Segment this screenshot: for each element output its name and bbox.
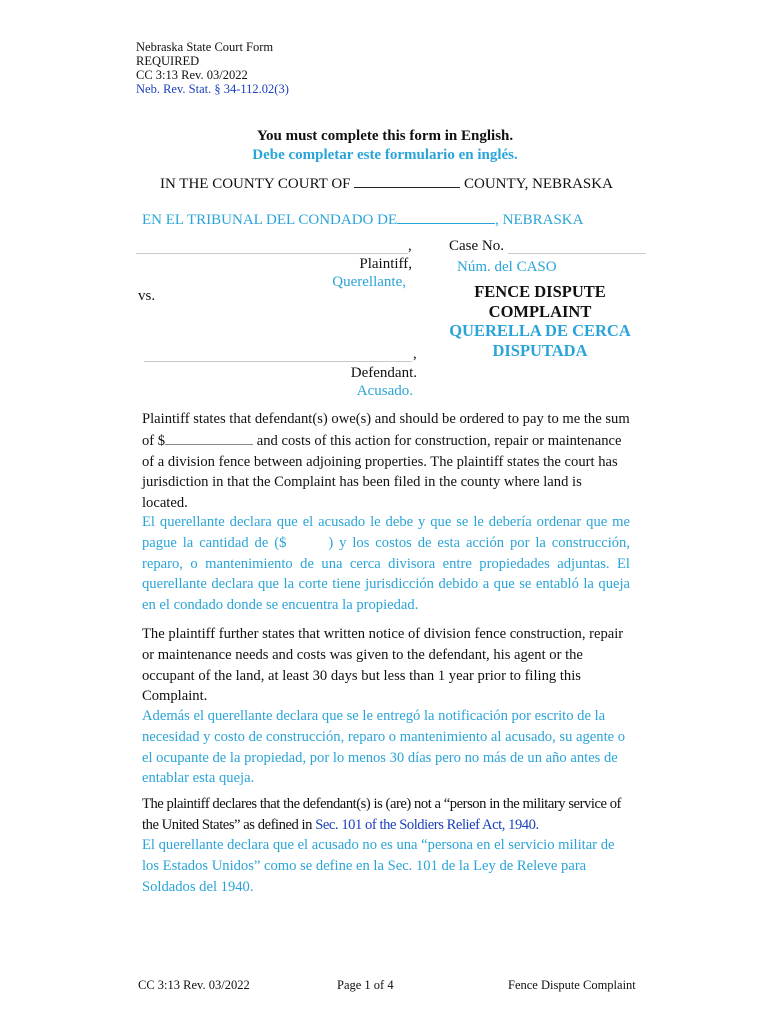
plaintiff-label-es: Querellante, bbox=[332, 274, 406, 290]
court-prefix-es: EN EL TRIBUNAL DEL CONDADO DE bbox=[142, 212, 398, 228]
court-suffix-en: COUNTY, NEBRASKA bbox=[464, 176, 613, 192]
court-prefix-en: IN THE COUNTY COURT OF bbox=[160, 176, 351, 192]
defendant-name-field[interactable] bbox=[144, 361, 412, 362]
form-title-en-1: FENCE DISPUTE bbox=[474, 282, 606, 301]
form-header-required: REQUIRED bbox=[136, 54, 200, 68]
court-suffix-es: , NEBRASKA bbox=[495, 212, 584, 228]
footer-revision: CC 3:13 Rev. 03/2022 bbox=[138, 978, 250, 992]
form-title-en-2: COMPLAINT bbox=[488, 302, 592, 321]
county-field-en[interactable] bbox=[354, 173, 460, 188]
notice-spanish: Debe completar este formulario en inglés. bbox=[252, 147, 518, 163]
claim-text-es-part1: El querellante declara que el acusado le debe y que se le debería ordenar que me pague la cantidad de ($ bbox=[142, 514, 630, 551]
paragraph-claim-es bbox=[142, 512, 630, 616]
notice-english: You must complete this form in English. bbox=[256, 128, 514, 144]
form-title-es-1: QUERELLA DE CERCA bbox=[449, 321, 631, 340]
court-line-english bbox=[160, 173, 613, 193]
footer-page-number: Page 1 of 4 bbox=[337, 978, 394, 992]
county-field-es[interactable] bbox=[397, 209, 495, 224]
paragraph-notice-en: The plaintiff further states that written notice of division fence construction, repair or maintenance needs and costs was given to the defendant, his agent or the occupant of the land, at least 30 days but less than 1 year prior to filing this Complaint. bbox=[142, 626, 624, 705]
paragraph-military-es: El querellante declara que el acusado no es una “persona en el servicio militar de los Estados Unidos” como se define en la Sec. 101 de la Ley de Releve para Soldados del 1940. bbox=[142, 837, 615, 895]
paragraph-notice-es: Además el querellante declara que se le entregó la notificación por escrito de la necesidad y costo de construcción, reparo o mantenimiento al acusado, su agente o el ocupante de la propiedad, por lo menos 30 días pero no más de un año antes de entablar esta queja. bbox=[142, 708, 626, 787]
paragraph-military-en bbox=[142, 794, 630, 836]
form-header bbox=[136, 40, 289, 96]
claim-text-part1: Plaintiff states that defendant(s) owe(s) and should be ordered to pay to me the sum of $ bbox=[142, 411, 630, 449]
court-line-spanish bbox=[142, 209, 583, 229]
claim-text-es-part2: ) y los costos de esta acción por la construcción, reparo, o mantenimiento de una cerca divisora entre propiedades adjuntas. El querellante declara que la corte tiene jurisdicción debido a que se entabló la queja en el condado donde se encuentra la propiedad. bbox=[142, 534, 630, 614]
defendant-label: Defendant. bbox=[350, 365, 417, 381]
defendant-label-es: Acusado. bbox=[356, 383, 413, 399]
plaintiff-name-field[interactable] bbox=[136, 253, 408, 254]
military-text: The plaintiff declares that the defendant(s) is (are) not a “person in the military service of the United States” as defined in bbox=[142, 796, 621, 833]
soldiers-relief-act-link[interactable]: Sec. 101 of the Soldiers Relief Act, 1940. bbox=[315, 816, 539, 833]
case-number-field[interactable] bbox=[508, 253, 646, 254]
plaintiff-comma: , bbox=[408, 238, 412, 254]
defendant-comma: , bbox=[413, 346, 417, 362]
form-header-revision: CC 3:13 Rev. 03/2022 bbox=[136, 68, 248, 82]
paragraph-claim-en bbox=[142, 409, 630, 514]
versus-label: vs. bbox=[138, 288, 156, 304]
plaintiff-label: Plaintiff, bbox=[359, 256, 412, 272]
form-title-es-2: DISPUTADA bbox=[492, 341, 588, 360]
case-number-label-es: Núm. del CASO bbox=[457, 259, 557, 275]
case-number-label: Case No. bbox=[449, 238, 504, 254]
form-header-title: Nebraska State Court Form bbox=[136, 40, 274, 54]
sum-amount-field[interactable] bbox=[165, 430, 253, 445]
footer-form-name: Fence Dispute Complaint bbox=[508, 978, 636, 992]
claim-text-part2: and costs of this action for construction, repair or maintenance of a division fence between adjoining properties. The plaintiff states the court has jurisdiction in that the Complaint has been filed in the county where land is located. bbox=[142, 432, 622, 512]
statute-link[interactable]: Neb. Rev. Stat. § 34-112.02(3) bbox=[136, 82, 289, 96]
